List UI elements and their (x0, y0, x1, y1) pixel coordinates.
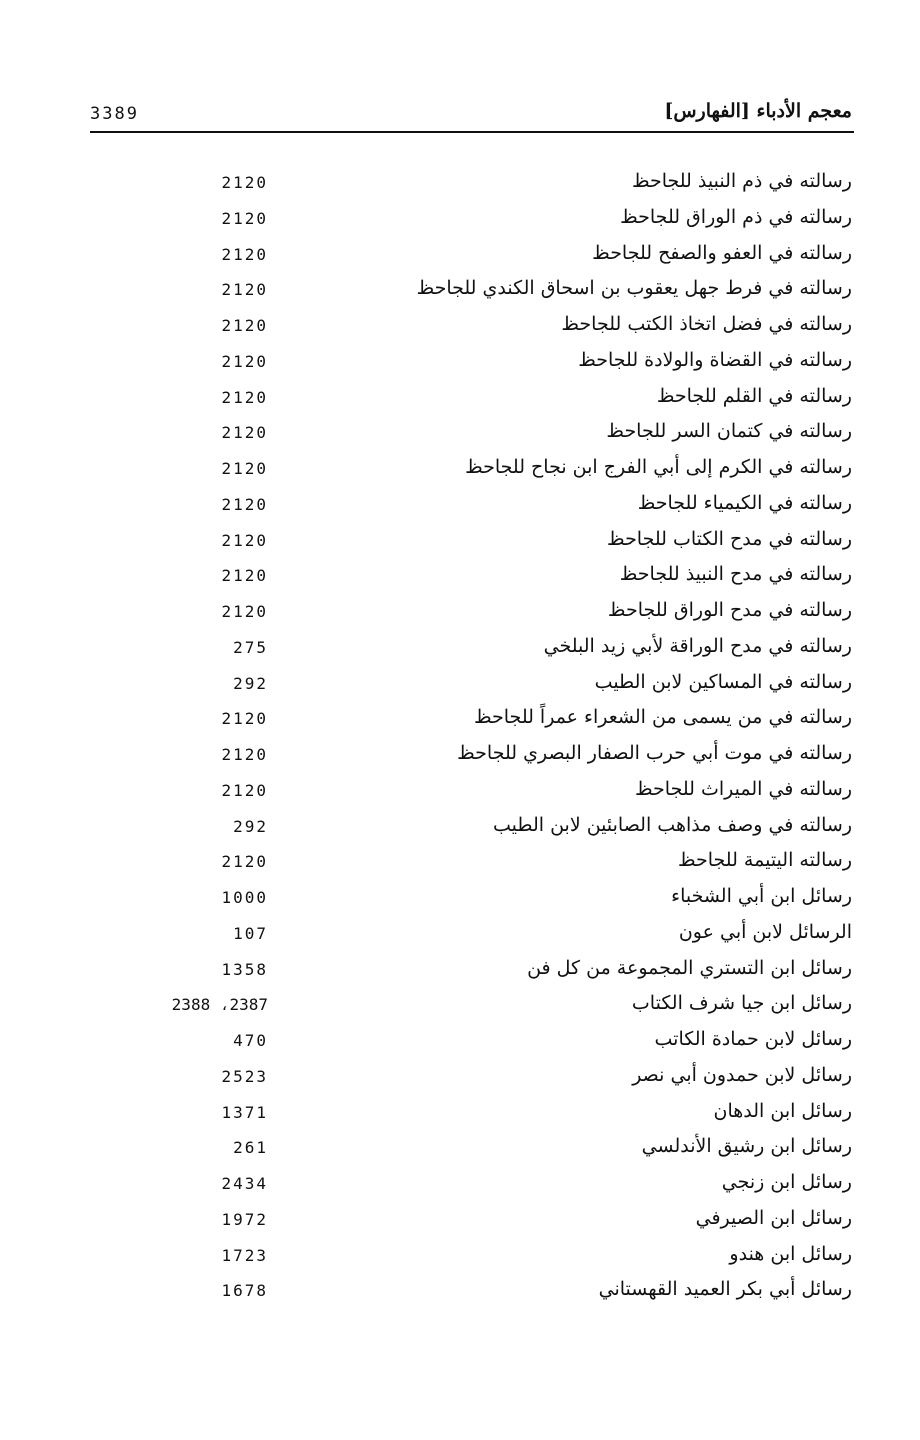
index-list (0, 167, 920, 1311)
index-entry (0, 1204, 920, 1240)
index-entry (0, 703, 920, 739)
entry-title: رسالته في وصف مذاهب الصابئين لابن الطيب (492, 813, 852, 836)
entry-title: رسالته في الكيمياء للجاحظ (637, 491, 852, 514)
entry-title: رسائل ابن أبي الشخباء (671, 885, 852, 907)
index-entry (0, 525, 920, 561)
entry-page-numbers: 2120 (221, 351, 268, 371)
entry-page-numbers: 1972 (221, 1209, 268, 1229)
entry-page-numbers: 2120 (221, 173, 268, 192)
running-title: معجم الأدباء [الفهارس] (664, 100, 852, 122)
entry-page-numbers: 107 (233, 923, 268, 943)
index-entry (0, 954, 920, 990)
entry-page-numbers: 1371 (221, 1102, 268, 1122)
entry-page-numbers: 2120 (221, 208, 268, 228)
entry-title: رسالته في فرط جهل يعقوب بن اسحاق الكندي للجاحظ (416, 277, 852, 300)
entry-page-numbers: 261 (233, 1138, 268, 1158)
index-entry (0, 1132, 920, 1168)
entry-page-numbers: 2120 (221, 280, 268, 300)
entry-page-numbers: 2120 (221, 852, 268, 872)
entry-title: رسائل ابن هندو (729, 1242, 852, 1265)
entry-title: رسالته في القلم للجاحظ (656, 384, 852, 407)
index-entry (0, 489, 920, 525)
index-entry (0, 1061, 920, 1097)
index-entry (0, 346, 920, 382)
entry-title: رسالته في المساكين لابن الطيب (594, 670, 852, 693)
entry-title: رسالته في مدح النبيذ للجاحظ (619, 563, 852, 586)
entry-page-numbers: 2387، 2388 (171, 995, 268, 1015)
index-entry (0, 203, 920, 239)
index-entry (0, 382, 920, 418)
entry-page-numbers: 275 (233, 637, 268, 657)
entry-page-numbers: 2120 (221, 423, 268, 443)
entry-page-numbers: 1358 (221, 959, 268, 979)
entry-page-numbers: 292 (233, 673, 268, 693)
entry-title: رسالته في فضل اتخاذ الكتب للجاحظ (561, 313, 852, 335)
entry-title: رسائل ابن رشيق الأندلسي (641, 1135, 852, 1158)
entry-title: رسالته في الميراث للجاحظ (635, 777, 852, 800)
entry-page-numbers: 292 (233, 816, 268, 836)
index-entry (0, 167, 920, 203)
entry-page-numbers: 2120 (221, 387, 268, 407)
index-entry (0, 668, 920, 704)
index-entry (0, 811, 920, 847)
entry-page-numbers: 2120 (221, 602, 268, 621)
entry-title: رسالته في مدح الوراق للجاحظ (607, 599, 852, 621)
entry-title: رسالته في الكرم إلى أبي الفرج ابن نجاح للجاحظ (465, 456, 852, 478)
entry-title: رسالته في موت أبي حرب الصفار البصري للجاحظ (457, 742, 852, 764)
entry-title: رسالته في من يسمى من الشعراء عمراً للجاحظ (473, 706, 852, 729)
index-entry (0, 1275, 920, 1311)
index-entry (0, 882, 920, 918)
entry-page-numbers: 2434 (221, 1174, 268, 1193)
entry-page-numbers: 2120 (221, 780, 268, 800)
index-entry (0, 1168, 920, 1204)
entry-title: رسالته في كتمان السر للجاحظ (606, 420, 852, 443)
entry-page-numbers: 2523 (221, 1066, 268, 1086)
page-number: 3389 (90, 104, 139, 124)
entry-title: رسائل ابن الصيرفي (695, 1206, 852, 1229)
index-entry (0, 274, 920, 310)
index-entry (0, 1240, 920, 1276)
index-entry (0, 417, 920, 453)
index-entry (0, 632, 920, 668)
index-entry (0, 1025, 920, 1061)
entry-page-numbers: 1723 (221, 1245, 268, 1265)
entry-page-numbers: 2120 (221, 316, 268, 335)
entry-page-numbers: 1000 (221, 888, 268, 907)
index-entry (0, 560, 920, 596)
entry-title: رسالته في مدح الكتاب للجاحظ (607, 527, 852, 550)
entry-title: الرسائل لابن أبي عون (678, 920, 852, 943)
entry-title: رسالته في مدح الوراقة لأبي زيد البلخي (543, 634, 852, 657)
entry-title: رسائل لابن حمادة الكاتب (654, 1028, 852, 1050)
index-entry (0, 989, 920, 1025)
entry-page-numbers: 2120 (221, 244, 268, 264)
index-entry (0, 596, 920, 632)
entry-page-numbers: 470 (233, 1031, 268, 1050)
index-entry (0, 239, 920, 275)
entry-title: رسائل ابن التستري المجموعة من كل فن (527, 956, 852, 979)
entry-title: رسالته في ذم الوراق للجاحظ (620, 205, 852, 228)
index-entry (0, 1097, 920, 1133)
entry-page-numbers: 2120 (221, 709, 268, 729)
index-entry (0, 846, 920, 882)
index-entry (0, 739, 920, 775)
entry-title: رسالته اليتيمة للجاحظ (677, 849, 852, 872)
entry-title: رسالته في العفو والصفح للجاحظ (592, 241, 852, 264)
entry-page-numbers: 2120 (221, 566, 268, 586)
index-entry (0, 310, 920, 346)
entry-title: رسائل لابن حمدون أبي نصر (632, 1063, 852, 1086)
entry-page-numbers: 2120 (221, 530, 268, 550)
entry-page-numbers: 2120 (221, 494, 268, 514)
index-entry (0, 453, 920, 489)
entry-title: رسائل ابن الدهان (713, 1099, 852, 1122)
entry-title: رسائل أبي بكر العميد القهستاني (598, 1278, 852, 1301)
entry-page-numbers: 2120 (221, 459, 268, 478)
entry-page-numbers: 2120 (221, 745, 268, 764)
page-header (90, 100, 852, 130)
entry-title: رسالته في القضاة والولادة للجاحظ (578, 348, 852, 371)
entry-title: رسائل ابن جيا شرف الكتاب (631, 992, 852, 1015)
entry-page-numbers: 1678 (221, 1281, 268, 1301)
entry-title: رسالته في ذم النبيذ للجاحظ (631, 170, 852, 192)
index-entry (0, 775, 920, 811)
index-entry (0, 918, 920, 954)
entry-title: رسائل ابن زنجي (721, 1171, 852, 1193)
header-rule (90, 131, 854, 133)
